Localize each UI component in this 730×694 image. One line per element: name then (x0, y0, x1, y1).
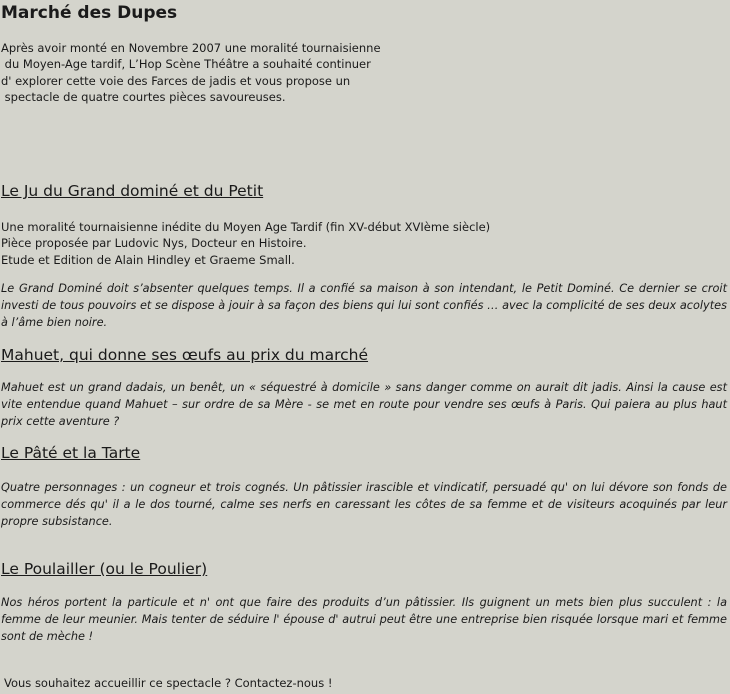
intro-line: du Moyen-Age tardif, L’Hop Scène Théâtre a souhaité continuer (1, 57, 371, 72)
piece-heading-grand-domine: Le Ju du Grand dominé et du Petit (1, 182, 264, 200)
contact-line: Vous souhaitez accueillir ce spectacle ? Contactez-nous ! (4, 676, 333, 690)
piece-synopsis-pate-tarte: Quatre personnages : un cogneur et trois cognés. Un pâtissier irascible et vindicatif, persuadé qu' on lui dévore son fonds de commerce dés qu' il a le dos tourné, calme ses nerfs en caressant les côtes de sa femme et de visiteurs acoquinés par leur propre subsistance. (1, 481, 727, 528)
piece-detail-line: Pièce proposée par Ludovic Nys, Docteur en Histoire. (1, 236, 307, 251)
piece-heading-pate-tarte: Le Pâté et la Tarte (1, 444, 141, 462)
piece-details (1, 219, 490, 268)
piece-heading-poulailler: Le Poulailler (ou le Poulier) (1, 560, 208, 578)
intro-paragraph (1, 40, 381, 105)
piece-detail-line: Une moralité tournaisienne inédite du Moyen Age Tardif (fin XV-début XVIème siècle) (1, 220, 491, 234)
piece-synopsis-poulailler: Nos héros portent la particule et n' ont que faire des produits d’un pâtissier. Ils guignent un mets bien plus succulent : la femme de leur meunier. Mais tenter de séduire l' épouse d' autrui peut être une entreprise bien risquée lorsque mari et femme sont de mèche ! (1, 596, 727, 643)
piece-detail-line: Etude et Edition de Alain Hindley et Graeme Small. (1, 252, 295, 267)
intro-line: d' explorer cette voie des Farces de jadis et vous propose un (1, 73, 351, 88)
piece-heading-mahuet: Mahuet, qui donne ses œufs au prix du marché (1, 346, 369, 364)
piece-synopsis-mahuet: Mahuet est un grand dadais, un benêt, un « séquestré à domicile » sans danger comme on aurait dit jadis. Ainsi la cause est vite entendue quand Mahuet – sur ordre de sa Mère - se met en route pour vendre ses œufs à Paris. Qui paiera au plus haut prix cette aventure ? (1, 381, 727, 428)
page-title: Marché des Dupes (1, 3, 178, 23)
intro-line: spectacle de quatre courtes pièces savoureuses. (1, 89, 286, 104)
piece-synopsis-grand-domine: Le Grand Dominé doit s’absenter quelques temps. Il a confié sa maison à son intendant, le Petit Dominé. Ce dernier se croit investi de tous pouvoirs et se dispose à jouir à sa façon des biens qui lui sont confiés … avec la complicité de ses deux acolytes à l’âme bien noire. (1, 282, 727, 329)
intro-line: Après avoir monté en Novembre 2007 une moralité tournaisienne (1, 41, 381, 55)
